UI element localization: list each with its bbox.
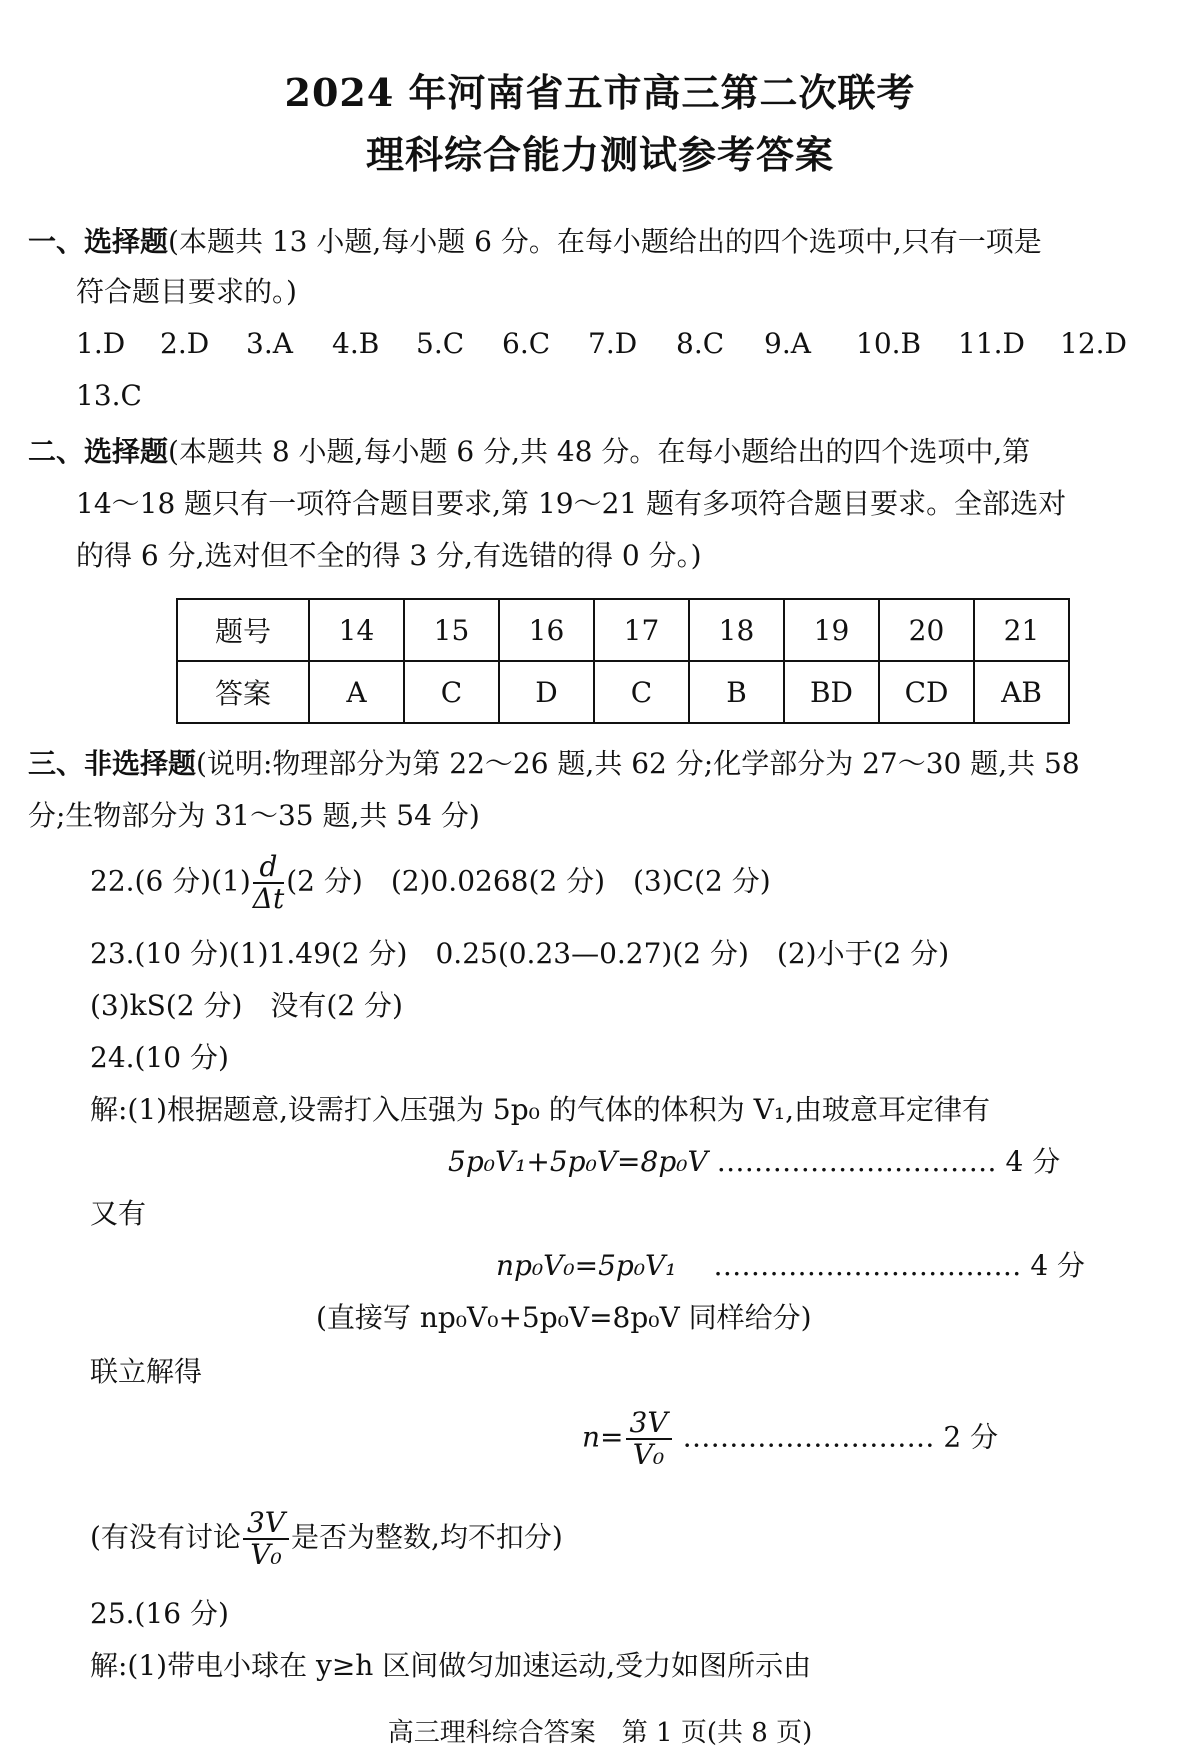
section3-line1 xyxy=(28,744,1080,784)
table-cell: 14 xyxy=(309,599,404,661)
table-cell: C xyxy=(594,661,689,723)
eq3-fraction xyxy=(626,1408,672,1470)
discuss-tail: 是否为整数,均不扣分) xyxy=(290,1520,563,1554)
q24-title: 24.(10 分) xyxy=(90,1041,229,1074)
dot-leader: ………………………… xyxy=(716,1145,997,1178)
answer-item: 8.C xyxy=(676,327,725,360)
section1-line1 xyxy=(28,222,1042,262)
q22-fraction xyxy=(253,852,284,914)
q24-combine: 联立解得 xyxy=(90,1355,203,1388)
eq3-frac-num: 3V xyxy=(626,1408,672,1440)
table-cell: C xyxy=(404,661,499,723)
eq1-score: 4 分 xyxy=(1005,1145,1061,1178)
discuss-fraction xyxy=(243,1508,289,1570)
answer-item: 7.D xyxy=(588,327,638,360)
section2-note-3: 的得 6 分,选对但不全的得 3 分,有选错的得 0 分。) xyxy=(76,539,702,572)
section1-answers-row2 xyxy=(76,376,142,416)
q22-frac-num: d xyxy=(253,852,284,884)
q24-eq3 xyxy=(582,1408,998,1470)
discuss-lead: (有没有讨论 xyxy=(90,1520,241,1554)
q22-lead: 22.(6 分)(1) xyxy=(90,864,251,898)
q24-alt-note: (直接写 np₀V₀+5p₀V=8p₀V 同样给分) xyxy=(316,1301,812,1334)
answer-item: 2.D xyxy=(160,327,210,360)
table-cell: 20 xyxy=(879,599,974,661)
table-row xyxy=(177,599,1069,661)
table-cell: 19 xyxy=(784,599,879,661)
section2-line1 xyxy=(28,432,1030,472)
section1-answers-row1 xyxy=(76,324,1127,364)
q22-rest: (2 分) (2)0.0268(2 分) (3)C(2 分) xyxy=(286,864,771,898)
eq2-score: 4 分 xyxy=(1030,1249,1086,1282)
eq3-frac-den: V₀ xyxy=(632,1438,665,1471)
section1-note-2: 符合题目要求的。) xyxy=(76,275,297,308)
q22-frac-den: Δt xyxy=(252,882,285,915)
table-cell: BD xyxy=(784,661,879,723)
eq3-lhs: n= xyxy=(582,1420,624,1454)
answer-table xyxy=(176,598,1070,724)
table-cell: A xyxy=(309,661,404,723)
dot-leader: ……………………… xyxy=(682,1420,935,1454)
q25-solve: 解:(1)带电小球在 y≥h 区间做匀加速运动,受力如图所示由 xyxy=(90,1649,812,1682)
q24-solve: 解:(1)根据题意,设需打入压强为 5p₀ 的气体的体积为 V₁,由玻意耳定律有 xyxy=(90,1093,991,1126)
q24-eq2 xyxy=(496,1246,1085,1286)
table-cell: B xyxy=(689,661,784,723)
answer-item: 9.A xyxy=(764,327,811,360)
table-cell: D xyxy=(499,661,594,723)
section3-note-1: (说明:物理部分为第 22～26 题,共 62 分;化学部分为 27～30 题,共 58 xyxy=(196,747,1080,780)
q23-line2: (3)kS(2 分) 没有(2 分) xyxy=(90,989,403,1022)
section2-note-1: (本题共 8 小题,每小题 6 分,共 48 分。在每小题给出的四个选项中,第 xyxy=(168,435,1031,468)
answer-item: 11.D xyxy=(958,327,1025,360)
section1-note-1: (本题共 13 小题,每小题 6 分。在每小题给出的四个选项中,只有一项是 xyxy=(168,225,1042,258)
answer-item: 13.C xyxy=(76,379,142,412)
table-cell: 16 xyxy=(499,599,594,661)
section3-heading: 三、非选择题 xyxy=(28,747,197,780)
table-row xyxy=(177,661,1069,723)
q22-line xyxy=(90,852,771,914)
q23-line1: 23.(10 分)(1)1.49(2 分) 0.25(0.23—0.27)(2 分) (2)小于(2 分) xyxy=(90,937,950,970)
eq2-expression: np₀V₀=5p₀V₁ xyxy=(496,1249,677,1282)
section2-note-2: 14～18 题只有一项符合题目要求,第 19～21 题有多项符合题目要求。全部选对 xyxy=(76,487,1067,520)
page-footer: 高三理科综合答案 第 1 页(共 8 页) xyxy=(387,1718,813,1748)
table-cell: 18 xyxy=(689,599,784,661)
answer-item: 1.D xyxy=(76,327,126,360)
table-cell: 15 xyxy=(404,599,499,661)
q25-title: 25.(16 分) xyxy=(90,1597,229,1630)
section1-heading: 一、选择题 xyxy=(28,225,169,258)
answer-item: 4.B xyxy=(332,327,380,360)
discuss-frac-num: 3V xyxy=(243,1508,289,1540)
table-cell: 21 xyxy=(974,599,1069,661)
table-cell: AB xyxy=(974,661,1069,723)
table-cell: CD xyxy=(879,661,974,723)
eq3-score: 2 分 xyxy=(943,1420,999,1454)
q24-also: 又有 xyxy=(90,1197,147,1230)
page-title: 2024 年河南省五市高三第二次联考 xyxy=(284,70,916,115)
section3-note-2: 分;生物部分为 31～35 题,共 54 分) xyxy=(28,799,480,832)
eq1-expression: 5p₀V₁+5p₀V=8p₀V xyxy=(448,1145,708,1178)
q24-discuss xyxy=(90,1508,563,1570)
answer-item: 10.B xyxy=(856,327,922,360)
table-cell: 17 xyxy=(594,599,689,661)
table-header-number: 题号 xyxy=(177,599,309,661)
answer-item: 5.C xyxy=(416,327,465,360)
dot-leader: …………………………… xyxy=(685,1249,1022,1282)
q24-eq1 xyxy=(448,1142,1060,1182)
page-subtitle: 理科综合能力测试参考答案 xyxy=(365,132,834,177)
answer-item: 3.A xyxy=(246,327,293,360)
section2-heading: 二、选择题 xyxy=(28,435,169,468)
discuss-frac-den: V₀ xyxy=(250,1538,282,1571)
answer-item: 12.D xyxy=(1060,327,1127,360)
table-header-answer: 答案 xyxy=(177,661,309,723)
answer-item: 6.C xyxy=(502,327,551,360)
